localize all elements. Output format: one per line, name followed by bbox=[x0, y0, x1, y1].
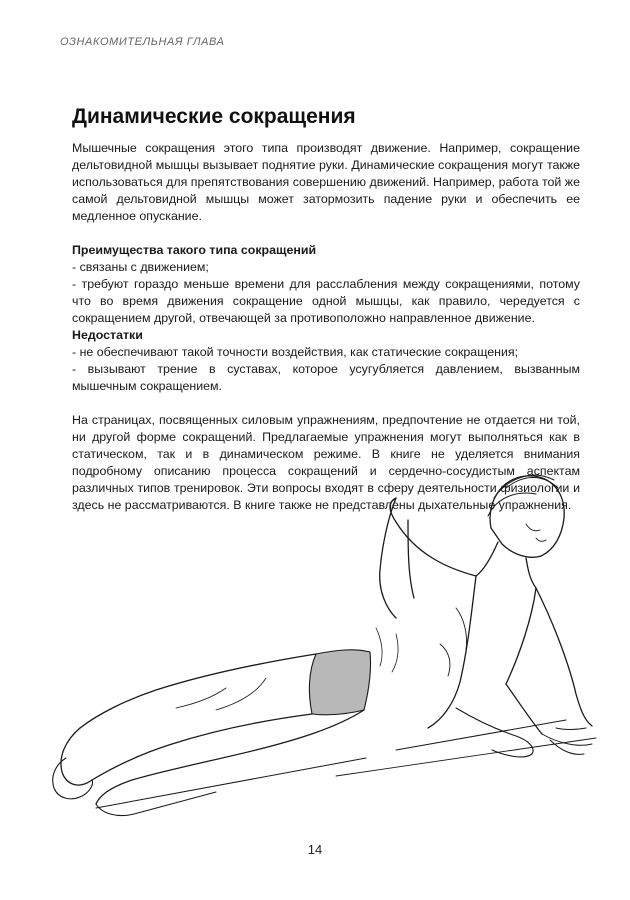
section-title: Динамические сокращения bbox=[72, 105, 356, 128]
closing-paragraph: На страницах, посвященных силовым упражнениям, предпочтение не отдается ни той, ни другой форме сокращений. Предлагаемые упражнения могут выполняться как в статическом, так и в динамическом режиме. В книге не уделяется внимания подробному описанию процесса сокращений и сердечно-сосудистым аспектам различных типов тренировок. Эти вопросы входят в сферу деятельности физиологии и здесь не рассматриваются. В книге также не представлены дыхательные упражнения. bbox=[72, 413, 580, 512]
paragraph-gap bbox=[72, 225, 580, 242]
page-number: 14 bbox=[307, 842, 323, 857]
disadvantage-item: - не обеспечивают такой точности воздействия, как статические сокращения; bbox=[72, 345, 519, 359]
disadvantage-item: - вызывают трение в суставах, которое усугубляется давлением, вызванным мышечным сокращением. bbox=[72, 362, 580, 393]
advantages-heading: Преимущества такого типа сокращений bbox=[72, 243, 317, 257]
reclining-figure-illustration bbox=[36, 458, 606, 838]
advantage-item: - требуют гораздо меньше времени для расслабления между сокращениями, потому что во время движения сокращение одной мышцы, как правило, чередуется с сокращением другой, отвечающей за противоположно направленное движение. bbox=[72, 277, 580, 325]
page-content bbox=[72, 104, 580, 514]
advantage-item: - связаны с движением; bbox=[72, 260, 209, 274]
disadvantages-heading: Недостатки bbox=[72, 328, 143, 342]
running-head: ОЗНАКОМИТЕЛЬНАЯ ГЛАВА bbox=[60, 36, 225, 48]
intro-paragraph: Мышечные сокращения этого типа производят движение. Например, сокращение дельтовидной мышцы вызывает поднятие руки. Динамические сокращения могут также использоваться для препятствования совершению движений. Например, работа той же самой дельтовидной мышцы может затормозить падение руки и обеспечить ее медленное опускание. bbox=[72, 141, 580, 223]
paragraph-gap bbox=[72, 395, 580, 412]
